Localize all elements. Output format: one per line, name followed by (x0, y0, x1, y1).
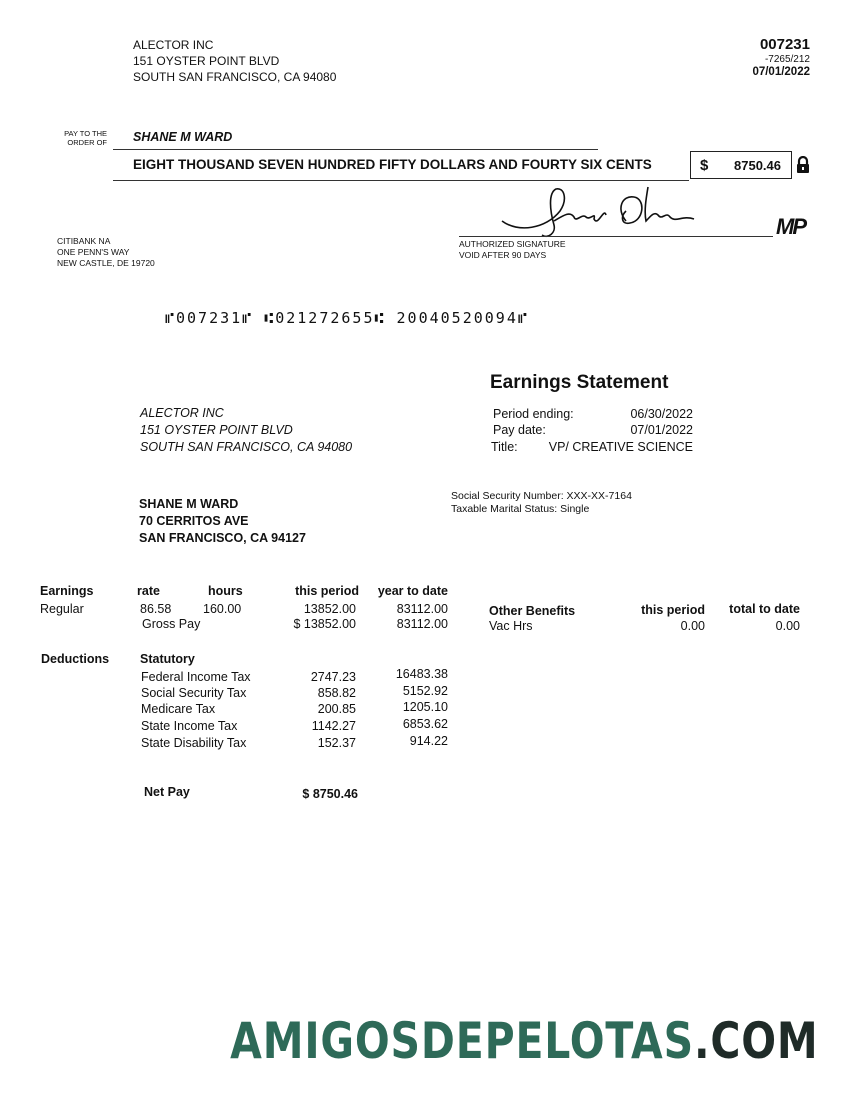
employer-address (140, 405, 352, 456)
watermark-part1: AMIGOSDEPELOTAS (230, 1012, 695, 1070)
marital-status: Taxable Marital Status: Single (451, 503, 590, 515)
employee-tax-info (451, 490, 632, 516)
earnings-regular-hours: 160.00 (203, 602, 242, 616)
employer-address2: SOUTH SAN FRANCISCO, CA 94080 (140, 440, 353, 454)
check-number: 007231 (759, 36, 810, 53)
statutory-label: Statutory (140, 652, 195, 666)
earnings-rate-header: rate (137, 584, 160, 598)
deduction-ytd: 6853.62 (402, 717, 448, 731)
employee-address1: 70 CERRITOS AVE (139, 514, 249, 528)
routing-fraction: -7265/212 (764, 54, 810, 65)
bank-address1: ONE PENN'S WAY (57, 247, 130, 257)
deductions-section-label: Deductions (41, 652, 110, 666)
gross-pay-this-period: $ 13852.00 (293, 617, 356, 631)
deduction-ytd: 16483.38 (395, 667, 448, 681)
pay-to-label-line2: ORDER OF (67, 138, 107, 147)
pay-date-label: Pay date: (493, 423, 546, 437)
earnings-regular-this-period: 13852.00 (303, 602, 356, 616)
lock-icon (796, 156, 810, 173)
check-amount: 8750.46 (734, 158, 781, 173)
net-pay-value: $ 8750.46 (302, 787, 358, 801)
deduction-label: State Disability Tax (141, 736, 247, 750)
payee-name: SHANE M WARD (133, 130, 233, 144)
employee-address (139, 496, 306, 547)
other-benefits-this-period-header: this period (641, 603, 705, 617)
vac-hrs-this-period: 0.00 (680, 619, 705, 633)
watermark-part2: .COM (694, 1012, 819, 1070)
deduction-this-period: 858.82 (317, 686, 356, 700)
employer-address1: 151 OYSTER POINT BLVD (140, 423, 293, 437)
earnings-this-period-header: this period (295, 584, 359, 598)
void-notice: VOID AFTER 90 DAYS (459, 250, 547, 260)
signature-icon (498, 181, 703, 241)
job-title-label: Title: (491, 440, 518, 454)
employee-name: SHANE M WARD (139, 497, 239, 511)
authorized-signature-label: AUTHORIZED SIGNATURE (459, 239, 566, 249)
other-benefits-total-header: total to date (729, 602, 800, 616)
earnings-section-label: Earnings (40, 584, 94, 598)
deduction-ytd: 914.22 (409, 734, 448, 748)
job-title-value: VP/ CREATIVE SCIENCE (548, 440, 693, 454)
bank-address (57, 236, 155, 269)
period-ending-value: 06/30/2022 (630, 407, 693, 421)
earnings-ytd-header: year to date (377, 584, 448, 598)
site-watermark (231, 1012, 819, 1070)
earnings-hours-header: hours (208, 584, 243, 598)
signature-labels (459, 239, 566, 261)
earnings-regular-ytd: 83112.00 (396, 602, 448, 616)
check-date: 07/01/2022 (752, 66, 810, 78)
pay-date-value: 07/01/2022 (630, 423, 693, 437)
deduction-label: Federal Income Tax (141, 670, 251, 684)
net-pay-label: Net Pay (144, 785, 190, 799)
check-company-address1: 151 OYSTER POINT BLVD (133, 54, 280, 68)
amount-in-words: EIGHT THOUSAND SEVEN HUNDRED FIFTY DOLLARS AND FOURTY SIX CENTS (133, 157, 652, 172)
deduction-this-period: 2747.23 (310, 670, 356, 684)
other-benefits-label: Other Benefits (489, 604, 576, 618)
earnings-regular-rate: 86.58 (140, 602, 172, 616)
period-ending-label: Period ending: (493, 407, 574, 421)
deduction-this-period: 1142.27 (311, 719, 356, 733)
bank-address2: NEW CASTLE, DE 19720 (57, 258, 155, 268)
check-company-address (133, 37, 336, 85)
earnings-regular-label: Regular (40, 602, 84, 616)
micr-line: ⑈007231⑈ ⑆021272655⑆ 20040520094⑈ (165, 309, 529, 327)
dollar-sign: $ (700, 157, 709, 174)
employer-name: ALECTOR INC (140, 406, 224, 420)
pay-to-label-line1: PAY TO THE (64, 129, 107, 138)
pay-to-label (47, 129, 107, 147)
deduction-ytd: 5152.92 (402, 684, 448, 698)
ssn: Social Security Number: XXX-XX-7164 (451, 490, 632, 502)
vac-hrs-total: 0.00 (775, 619, 800, 633)
mp-mark: MP (776, 214, 805, 239)
gross-pay-ytd: 83112.00 (396, 617, 448, 631)
amount-box (690, 151, 792, 179)
deduction-ytd: 1205.10 (402, 700, 448, 714)
bank-name: CITIBANK NA (57, 236, 111, 246)
deduction-label: State Income Tax (141, 719, 238, 733)
employee-address2: SAN FRANCISCO, CA 94127 (139, 531, 306, 545)
deduction-this-period: 200.85 (317, 702, 356, 716)
signature-line (459, 236, 773, 237)
payee-underline (113, 149, 598, 150)
deduction-label: Medicare Tax (141, 702, 216, 716)
statement-title: Earnings Statement (490, 372, 669, 393)
deduction-label: Social Security Tax (141, 686, 247, 700)
check-company-address2: SOUTH SAN FRANCISCO, CA 94080 (133, 70, 337, 84)
vac-hrs-label: Vac Hrs (489, 619, 533, 633)
gross-pay-label: Gross Pay (142, 617, 201, 631)
deduction-this-period: 152.37 (317, 736, 356, 750)
check-company-name: ALECTOR INC (133, 38, 214, 52)
